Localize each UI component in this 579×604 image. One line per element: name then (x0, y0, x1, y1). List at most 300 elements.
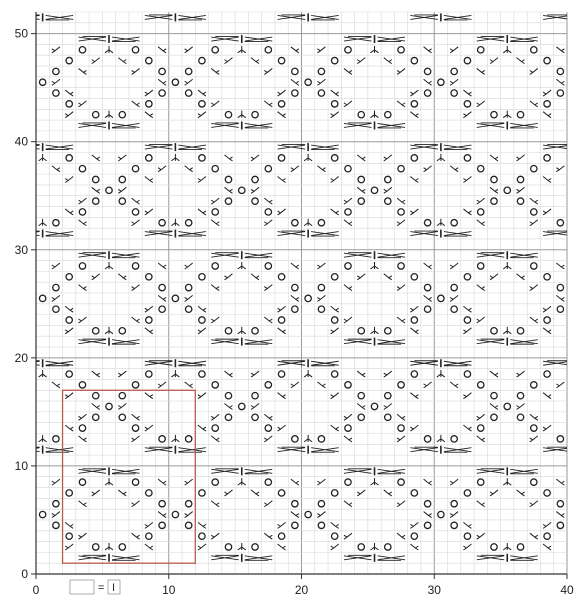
left-decrease-symbol (132, 285, 140, 291)
yarn-over-symbol (53, 220, 59, 226)
yarn-over-symbol (318, 284, 324, 290)
yarn-over-symbol (0, 382, 6, 388)
yarn-over-symbol (385, 111, 391, 117)
left-decrease-symbol (78, 101, 86, 107)
right-decrease-symbol (251, 58, 259, 64)
left-decrease-symbol (132, 501, 140, 507)
right-decrease-symbol (132, 101, 140, 107)
cable-cross-symbol (145, 359, 206, 367)
yarn-over-symbol (531, 47, 537, 53)
double-decrease-symbol (171, 435, 179, 442)
left-decrease-symbol (344, 414, 352, 420)
left-decrease-symbol (52, 47, 60, 53)
left-decrease-symbol (158, 166, 166, 172)
yarn-over-symbol (172, 295, 178, 301)
yarn-over-symbol (557, 68, 563, 74)
yarn-over-symbol (53, 306, 59, 312)
right-decrease-symbol (185, 382, 193, 388)
left-decrease-symbol (92, 274, 100, 280)
cable-cross-symbol (211, 467, 272, 475)
left-decrease-symbol (185, 512, 193, 518)
cable-right-arm (46, 15, 74, 20)
left-decrease-symbol (264, 285, 272, 291)
left-decrease-symbol (211, 533, 219, 539)
yarn-over-symbol (385, 176, 391, 182)
yarn-over-symbol (53, 501, 59, 507)
cable-cross-symbol (145, 230, 206, 238)
left-decrease-symbol (331, 393, 339, 399)
yarn-over-symbol (398, 263, 404, 269)
cable-right-arm (245, 340, 273, 345)
left-decrease-symbol (278, 522, 286, 528)
yarn-over-symbol (278, 101, 284, 107)
yarn-over-symbol (358, 414, 364, 420)
cable-left-arm (78, 555, 106, 560)
yarn-over-symbol (292, 522, 298, 528)
left-decrease-symbol (185, 79, 193, 85)
cable-right-arm (510, 123, 538, 128)
yarn-over-symbol (385, 544, 391, 550)
left-decrease-symbol (410, 306, 418, 312)
yarn-over-symbol (557, 284, 563, 290)
left-decrease-symbol (132, 436, 140, 442)
left-decrease-symbol (224, 274, 232, 280)
yarn-over-symbol (132, 166, 138, 172)
yarn-over-symbol (411, 371, 417, 377)
legend (70, 580, 120, 594)
left-decrease-symbol (490, 490, 498, 496)
yarn-over-symbol (478, 382, 484, 388)
cable-right-arm (444, 15, 472, 20)
yarn-over-symbol (478, 425, 484, 431)
right-decrease-symbol (198, 425, 206, 431)
left-decrease-symbol (211, 101, 219, 107)
cable-right-arm (378, 556, 406, 561)
yarn-over-symbol (544, 371, 550, 377)
left-decrease-symbol (463, 328, 471, 334)
yarn-over-symbol (239, 403, 245, 409)
double-decrease-symbol (503, 478, 511, 485)
yarn-over-symbol (66, 490, 72, 496)
left-decrease-symbol (25, 382, 33, 388)
left-decrease-symbol (543, 209, 551, 215)
yarn-over-symbol (517, 328, 523, 334)
double-decrease-symbol (238, 478, 246, 485)
left-decrease-symbol (517, 187, 525, 193)
yarn-over-symbol (119, 414, 125, 420)
left-decrease-symbol (198, 177, 206, 183)
left-decrease-symbol (490, 58, 498, 64)
yarn-over-symbol (331, 57, 337, 63)
yarn-over-symbol (398, 382, 404, 388)
yarn-over-symbol (93, 392, 99, 398)
cable-cross-symbol (12, 13, 73, 21)
yarn-over-symbol (398, 479, 404, 485)
yarn-over-symbol (438, 511, 444, 517)
right-decrease-symbol (145, 328, 153, 334)
right-decrease-symbol (158, 79, 166, 85)
cable-right-arm (444, 145, 472, 150)
yarn-over-symbol (464, 155, 470, 161)
right-decrease-symbol (52, 382, 60, 388)
right-decrease-symbol (78, 4, 86, 10)
yarn-over-symbol (358, 198, 364, 204)
yarn-over-symbol (318, 501, 324, 507)
yarn-over-symbol (159, 68, 165, 74)
right-decrease-symbol (198, 209, 206, 215)
left-decrease-symbol (477, 198, 485, 204)
right-decrease-symbol (145, 393, 153, 399)
yarn-over-symbol (119, 176, 125, 182)
right-decrease-symbol (463, 522, 471, 528)
cable-right-arm (112, 469, 140, 474)
right-decrease-symbol (317, 166, 325, 172)
yarn-over-symbol (318, 68, 324, 74)
cable-cross-symbol (477, 35, 538, 43)
cable-cross-symbol (344, 467, 405, 475)
cable-right-arm (311, 15, 339, 20)
yarn-over-symbol (159, 306, 165, 312)
left-decrease-symbol (185, 295, 193, 301)
yarn-over-symbol (26, 3, 32, 9)
right-decrease-symbol (145, 544, 153, 550)
yarn-over-symbol (478, 47, 484, 53)
cable-cross-symbol (543, 359, 579, 367)
yarn-over-symbol (212, 166, 218, 172)
left-decrease-symbol (317, 263, 325, 269)
right-decrease-symbol (344, 68, 352, 74)
cable-cross-symbol (145, 446, 206, 454)
right-decrease-symbol (556, 479, 564, 485)
yarn-over-symbol (185, 284, 191, 290)
right-decrease-symbol (132, 533, 140, 539)
left-decrease-symbol (317, 512, 325, 518)
cable-right-arm (378, 253, 406, 257)
grid-lines (36, 12, 567, 574)
yarn-over-symbol (358, 544, 364, 550)
yarn-over-symbol (331, 155, 337, 161)
left-decrease-symbol (185, 479, 193, 485)
right-decrease-symbol (78, 501, 86, 507)
yarn-over-symbol (318, 90, 324, 96)
yarn-over-symbol (252, 111, 258, 117)
right-decrease-symbol (357, 187, 365, 193)
double-decrease-symbol (39, 3, 47, 10)
yarn-over-symbol (451, 501, 457, 507)
right-decrease-symbol (211, 4, 219, 10)
yarn-over-symbol (385, 328, 391, 334)
cable-right-arm (311, 448, 339, 453)
yarn-over-symbol (424, 90, 430, 96)
yarn-over-symbol (491, 176, 497, 182)
yarn-over-symbol (345, 47, 351, 53)
double-decrease-symbol (105, 111, 113, 118)
yarn-over-symbol (252, 176, 258, 182)
left-decrease-symbol (278, 425, 286, 431)
right-decrease-symbol (397, 198, 405, 204)
yarn-over-symbol (199, 274, 205, 280)
right-decrease-symbol (78, 68, 86, 74)
right-decrease-symbol (211, 285, 219, 291)
yarn-over-symbol (146, 371, 152, 377)
yarn-over-symbol (451, 284, 457, 290)
double-decrease-symbol (371, 327, 379, 334)
yarn-over-symbol (358, 392, 364, 398)
right-decrease-symbol (158, 295, 166, 301)
yarn-over-symbol (39, 295, 45, 301)
y-tick-label: 0 (21, 567, 28, 581)
yarn-over-symbol (451, 3, 457, 9)
yarn-over-symbol (557, 436, 563, 442)
double-decrease-symbol (371, 543, 379, 550)
left-decrease-symbol (397, 4, 405, 10)
yarn-over-symbol (557, 522, 563, 528)
yarn-over-symbol (438, 79, 444, 85)
yarn-over-symbol (531, 166, 537, 172)
right-decrease-symbol (543, 177, 551, 183)
left-decrease-symbol (357, 58, 365, 64)
right-decrease-symbol (278, 112, 286, 118)
right-decrease-symbol (251, 490, 259, 496)
left-decrease-symbol (0, 220, 7, 226)
left-decrease-symbol (543, 522, 551, 528)
cable-left-arm (477, 469, 505, 474)
cable-cross-symbol (344, 251, 405, 259)
yarn-over-symbol (146, 274, 152, 280)
left-decrease-symbol (264, 436, 272, 442)
right-decrease-symbol (410, 393, 418, 399)
yarn-over-symbol (424, 284, 430, 290)
double-decrease-symbol (105, 478, 113, 485)
left-decrease-symbol (132, 220, 140, 226)
yarn-over-symbol (199, 101, 205, 107)
yarn-over-symbol (53, 3, 59, 9)
cable-right-arm (311, 232, 339, 237)
yarn-over-symbol (358, 328, 364, 334)
left-decrease-symbol (357, 490, 365, 496)
double-decrease-symbol (570, 3, 578, 10)
yarn-over-symbol (225, 198, 231, 204)
yarn-over-symbol (464, 490, 470, 496)
yarn-over-symbol (491, 111, 497, 117)
cable-cross-symbol (78, 338, 139, 346)
left-decrease-symbol (65, 112, 73, 118)
yarn-over-symbol (478, 209, 484, 215)
left-decrease-symbol (251, 403, 259, 409)
left-decrease-symbol (477, 317, 485, 323)
yarn-over-symbol (517, 544, 523, 550)
cable-cross-symbol (78, 554, 139, 562)
yarn-over-symbol (292, 436, 298, 442)
left-decrease-symbol (118, 187, 126, 193)
right-decrease-symbol (211, 501, 219, 507)
yarn-over-symbol (464, 101, 470, 107)
right-decrease-symbol (92, 187, 100, 193)
cable-right-arm (378, 340, 406, 345)
yarn-over-symbol (199, 371, 205, 377)
yarn-over-symbol (531, 263, 537, 269)
left-decrease-symbol (397, 436, 405, 442)
cable-right-arm (112, 340, 140, 345)
yarn-over-symbol (424, 522, 430, 528)
right-decrease-symbol (158, 512, 166, 518)
yarn-over-symbol (544, 155, 550, 161)
right-decrease-symbol (12, 393, 20, 399)
right-decrease-symbol (132, 198, 140, 204)
right-decrease-symbol (477, 68, 485, 74)
yarn-over-symbol (504, 403, 510, 409)
right-decrease-symbol (424, 263, 432, 269)
double-decrease-symbol (238, 543, 246, 550)
right-decrease-symbol (424, 79, 432, 85)
right-decrease-symbol (291, 263, 299, 269)
right-decrease-symbol (278, 177, 286, 183)
left-decrease-symbol (331, 328, 339, 334)
yarn-over-symbol (292, 306, 298, 312)
left-decrease-symbol (530, 436, 538, 442)
yarn-over-symbol (93, 198, 99, 204)
yarn-over-symbol (132, 47, 138, 53)
right-decrease-symbol (410, 328, 418, 334)
yarn-over-symbol (278, 155, 284, 161)
cable-cross-symbol (410, 446, 471, 454)
cable-left-arm (211, 123, 239, 128)
left-decrease-symbol (278, 306, 286, 312)
right-decrease-symbol (278, 328, 286, 334)
double-decrease-symbol (570, 370, 578, 377)
yarn-over-symbol (358, 111, 364, 117)
yarn-over-symbol (53, 68, 59, 74)
yarn-over-symbol (66, 317, 72, 323)
right-decrease-symbol (12, 177, 20, 183)
yarn-over-symbol (424, 68, 430, 74)
right-decrease-symbol (344, 220, 352, 226)
yarn-over-symbol (557, 90, 563, 96)
yarn-over-symbol (212, 382, 218, 388)
yarn-over-symbol (252, 328, 258, 334)
double-decrease-symbol (437, 435, 445, 442)
right-decrease-symbol (530, 533, 538, 539)
cable-cross-symbol (12, 446, 73, 454)
cable-left-arm (78, 253, 106, 257)
yarn-over-symbol (478, 479, 484, 485)
cable-cross-symbol (543, 230, 579, 238)
left-decrease-symbol (463, 544, 471, 550)
yarn-over-symbol (93, 544, 99, 550)
left-decrease-symbol (78, 414, 86, 420)
yarn-over-symbol (53, 90, 59, 96)
yarn-over-symbol (451, 522, 457, 528)
right-decrease-symbol (517, 490, 525, 496)
right-decrease-symbol (530, 198, 538, 204)
yarn-over-symbol (451, 436, 457, 442)
right-decrease-symbol (224, 187, 232, 193)
yarn-over-symbol (119, 111, 125, 117)
yarn-over-symbol (119, 392, 125, 398)
cable-left-arm (477, 253, 505, 257)
left-decrease-symbol (517, 155, 525, 161)
right-decrease-symbol (145, 112, 153, 118)
yarn-over-symbol (345, 209, 351, 215)
yarn-over-symbol (212, 425, 218, 431)
cable-cross-symbol (78, 251, 139, 259)
right-decrease-symbol (450, 382, 458, 388)
left-decrease-symbol (424, 166, 432, 172)
yarn-over-symbol (464, 274, 470, 280)
right-decrease-symbol (278, 393, 286, 399)
yarn-over-symbol (185, 3, 191, 9)
cable-cross-symbol (211, 554, 272, 562)
yarn-over-symbol (292, 501, 298, 507)
yarn-over-symbol (517, 392, 523, 398)
right-decrease-symbol (78, 285, 86, 291)
left-decrease-symbol (543, 425, 551, 431)
yarn-over-symbol (345, 382, 351, 388)
left-decrease-symbol (211, 414, 219, 420)
cable-right-arm (46, 232, 74, 237)
left-decrease-symbol (556, 382, 564, 388)
yarn-over-symbol (331, 101, 337, 107)
cable-cross-symbol (410, 143, 471, 151)
right-decrease-symbol (357, 403, 365, 409)
cable-right-arm (245, 469, 273, 474)
yarn-over-symbol (225, 414, 231, 420)
yarn-over-symbol (0, 425, 6, 431)
right-decrease-symbol (410, 112, 418, 118)
yarn-over-symbol (292, 90, 298, 96)
double-decrease-symbol (503, 46, 511, 53)
yarn-over-symbol (265, 47, 271, 53)
cable-cross-symbol (145, 13, 206, 21)
right-decrease-symbol (198, 90, 206, 96)
left-decrease-symbol (118, 371, 126, 377)
yarn-over-symbol (79, 425, 85, 431)
legend-symbol-label: I (112, 582, 116, 594)
right-decrease-symbol (384, 490, 392, 496)
cable-cross-symbol (278, 230, 339, 238)
left-decrease-symbol (410, 90, 418, 96)
left-decrease-symbol (78, 198, 86, 204)
right-decrease-symbol (424, 512, 432, 518)
left-decrease-symbol (317, 479, 325, 485)
double-decrease-symbol (238, 46, 246, 53)
left-decrease-symbol (65, 393, 73, 399)
left-decrease-symbol (397, 68, 405, 74)
right-decrease-symbol (145, 177, 153, 183)
left-decrease-symbol (463, 177, 471, 183)
cable-right-arm (112, 253, 140, 257)
yarn-over-symbol (292, 3, 298, 9)
yarn-over-symbol (345, 425, 351, 431)
yarn-over-symbol (292, 68, 298, 74)
yarn-over-symbol (371, 403, 377, 409)
right-decrease-symbol (344, 501, 352, 507)
left-decrease-symbol (543, 90, 551, 96)
yarn-over-symbol (305, 295, 311, 301)
right-decrease-symbol (517, 58, 525, 64)
right-decrease-symbol (463, 425, 471, 431)
right-decrease-symbol (331, 425, 339, 431)
yarn-over-symbol (318, 436, 324, 442)
right-decrease-symbol (65, 425, 73, 431)
left-decrease-symbol (397, 501, 405, 507)
cable-right-arm (46, 145, 74, 150)
yarn-over-symbol (557, 3, 563, 9)
cable-right-arm (178, 448, 206, 453)
right-decrease-symbol (78, 220, 86, 226)
right-decrease-symbol (344, 285, 352, 291)
yarn-over-symbol (159, 436, 165, 442)
